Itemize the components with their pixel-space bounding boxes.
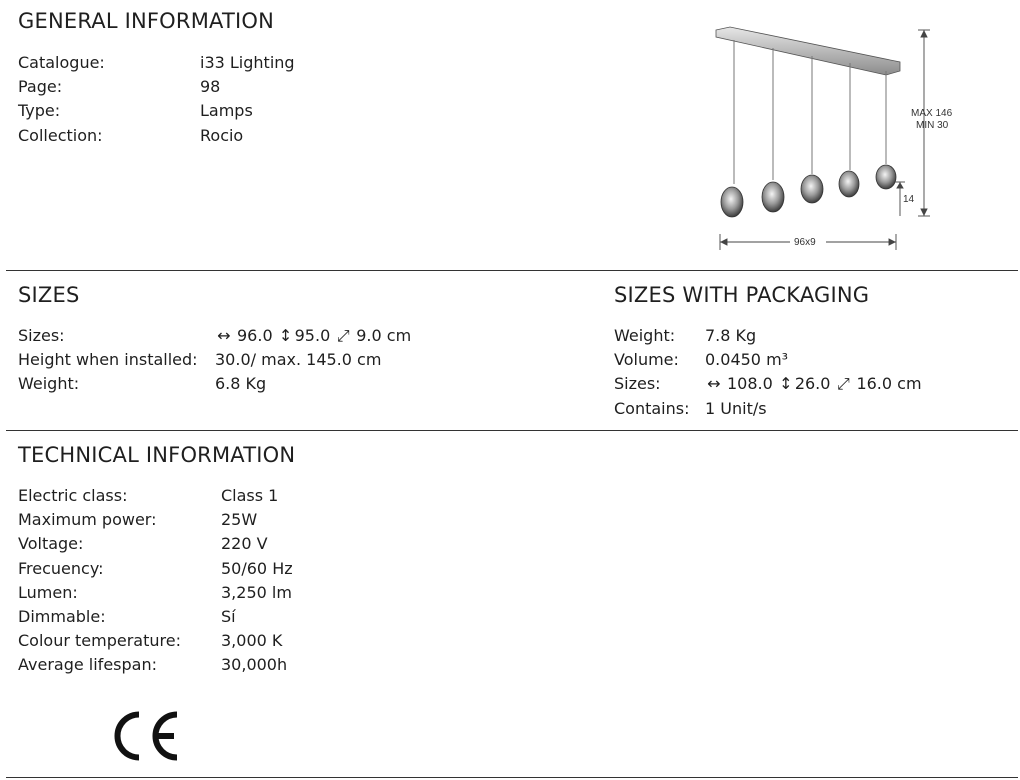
technical-row-voltage — [18, 532, 293, 556]
row-value: i33 Lighting — [200, 53, 295, 72]
height-max-label: MAX 146 — [911, 108, 953, 119]
technical-row-frequency — [18, 557, 293, 581]
row-value: 220 V — [221, 534, 268, 554]
row-label: Average lifespan: — [18, 655, 157, 675]
row-label: Sizes: — [614, 374, 661, 394]
technical-info-list — [18, 484, 293, 678]
width-value: 108.0 — [727, 374, 773, 394]
row-value: 30.0/ max. 145.0 cm — [215, 350, 382, 370]
row-label: Colour temperature: — [18, 631, 181, 651]
packaging-list — [614, 324, 922, 421]
ce-mark-icon — [108, 708, 182, 764]
technical-row-maximum-power — [18, 508, 293, 532]
sizes-row-installed-height — [18, 348, 411, 372]
height-value: 95.0 — [294, 326, 331, 345]
ceiling-plate — [716, 27, 900, 75]
row-value: Rocio — [200, 125, 244, 145]
pendant-globe — [876, 165, 896, 189]
row-value: 1 Unit/s — [705, 398, 767, 418]
general-row-page — [18, 75, 295, 99]
depth-value: 9.0 cm — [356, 326, 412, 345]
packaging-row-contains — [614, 397, 922, 421]
general-info-list — [18, 51, 295, 148]
sizes-row-weight — [18, 372, 411, 396]
pendant-globes — [721, 165, 896, 217]
row-value: 6.8 Kg — [215, 374, 267, 394]
row-label: Frecuency: — [18, 558, 104, 578]
pendant-globe — [721, 187, 743, 217]
row-label: Electric class: — [18, 486, 128, 505]
general-info-heading: GENERAL INFORMATION — [18, 9, 275, 33]
height-arrow-icon: ↕ — [779, 374, 793, 394]
row-value: 30,000h — [221, 655, 288, 675]
width-label: 96x9 — [794, 237, 816, 248]
row-value: 98 — [200, 77, 221, 97]
row-value: 50/60 Hz — [221, 558, 293, 578]
pendant-globe — [762, 182, 784, 212]
pendant-globe — [839, 171, 859, 197]
sizes-list — [18, 324, 411, 397]
row-label: Weight: — [614, 326, 676, 345]
sizes-heading: SIZES — [18, 283, 80, 307]
row-value: Sí — [221, 607, 236, 627]
technical-row-dimmable — [18, 605, 293, 629]
sizes-row-dimensions — [18, 324, 411, 348]
row-value: Class 1 — [221, 486, 279, 505]
row-label: Weight: — [18, 374, 80, 394]
section-divider — [6, 430, 1018, 431]
row-label: Sizes: — [18, 326, 65, 345]
row-value: 25W — [221, 510, 258, 530]
width-value: 96.0 — [237, 326, 273, 345]
row-label: Lumen: — [18, 582, 78, 602]
row-label: Page: — [18, 77, 63, 97]
pendant-globe — [801, 175, 823, 203]
row-value: 3,000 K — [221, 631, 283, 651]
packaging-row-dimensions — [614, 372, 922, 396]
row-value: 7.8 Kg — [705, 326, 757, 345]
technical-row-electric-class — [18, 484, 293, 508]
technical-row-colour-temperature — [18, 629, 293, 653]
row-value: 3,250 lm — [221, 582, 292, 602]
row-label: Collection: — [18, 125, 103, 145]
general-row-type — [18, 99, 295, 123]
height-value: 26.0 — [794, 374, 831, 394]
row-label: Volume: — [614, 350, 679, 370]
height-arrow-icon: ↕ — [278, 326, 293, 345]
width-arrow-icon: ↔ — [707, 374, 721, 394]
row-label: Dimmable: — [18, 607, 106, 627]
shade-height-label: 14 — [903, 194, 915, 205]
row-label: Maximum power: — [18, 510, 157, 530]
general-row-collection — [18, 124, 295, 148]
section-divider — [6, 777, 1018, 778]
technical-info-heading: TECHNICAL INFORMATION — [18, 443, 296, 467]
technical-row-average-lifespan — [18, 653, 293, 677]
depth-value: 16.0 cm — [856, 374, 922, 394]
general-row-catalogue — [18, 51, 295, 75]
row-value: Lamps — [200, 101, 253, 121]
section-divider — [6, 270, 1018, 271]
width-arrow-icon: ↔ — [217, 326, 231, 345]
height-min-label: MIN 30 — [916, 120, 949, 131]
row-label: Type: — [18, 101, 61, 121]
depth-arrow-icon: ⤢ — [336, 326, 350, 345]
row-label: Height when installed: — [18, 350, 198, 370]
row-value: 0.0450 m³ — [705, 350, 789, 370]
depth-arrow-icon: ⤢ — [837, 374, 850, 394]
technical-row-lumen — [18, 581, 293, 605]
row-label: Voltage: — [18, 534, 84, 554]
packaging-row-weight — [614, 324, 922, 348]
product-drawing — [708, 22, 953, 258]
row-label: Catalogue: — [18, 53, 105, 72]
packaging-heading: SIZES WITH PACKAGING — [614, 283, 870, 307]
packaging-row-volume — [614, 348, 922, 372]
row-label: Contains: — [614, 398, 690, 418]
